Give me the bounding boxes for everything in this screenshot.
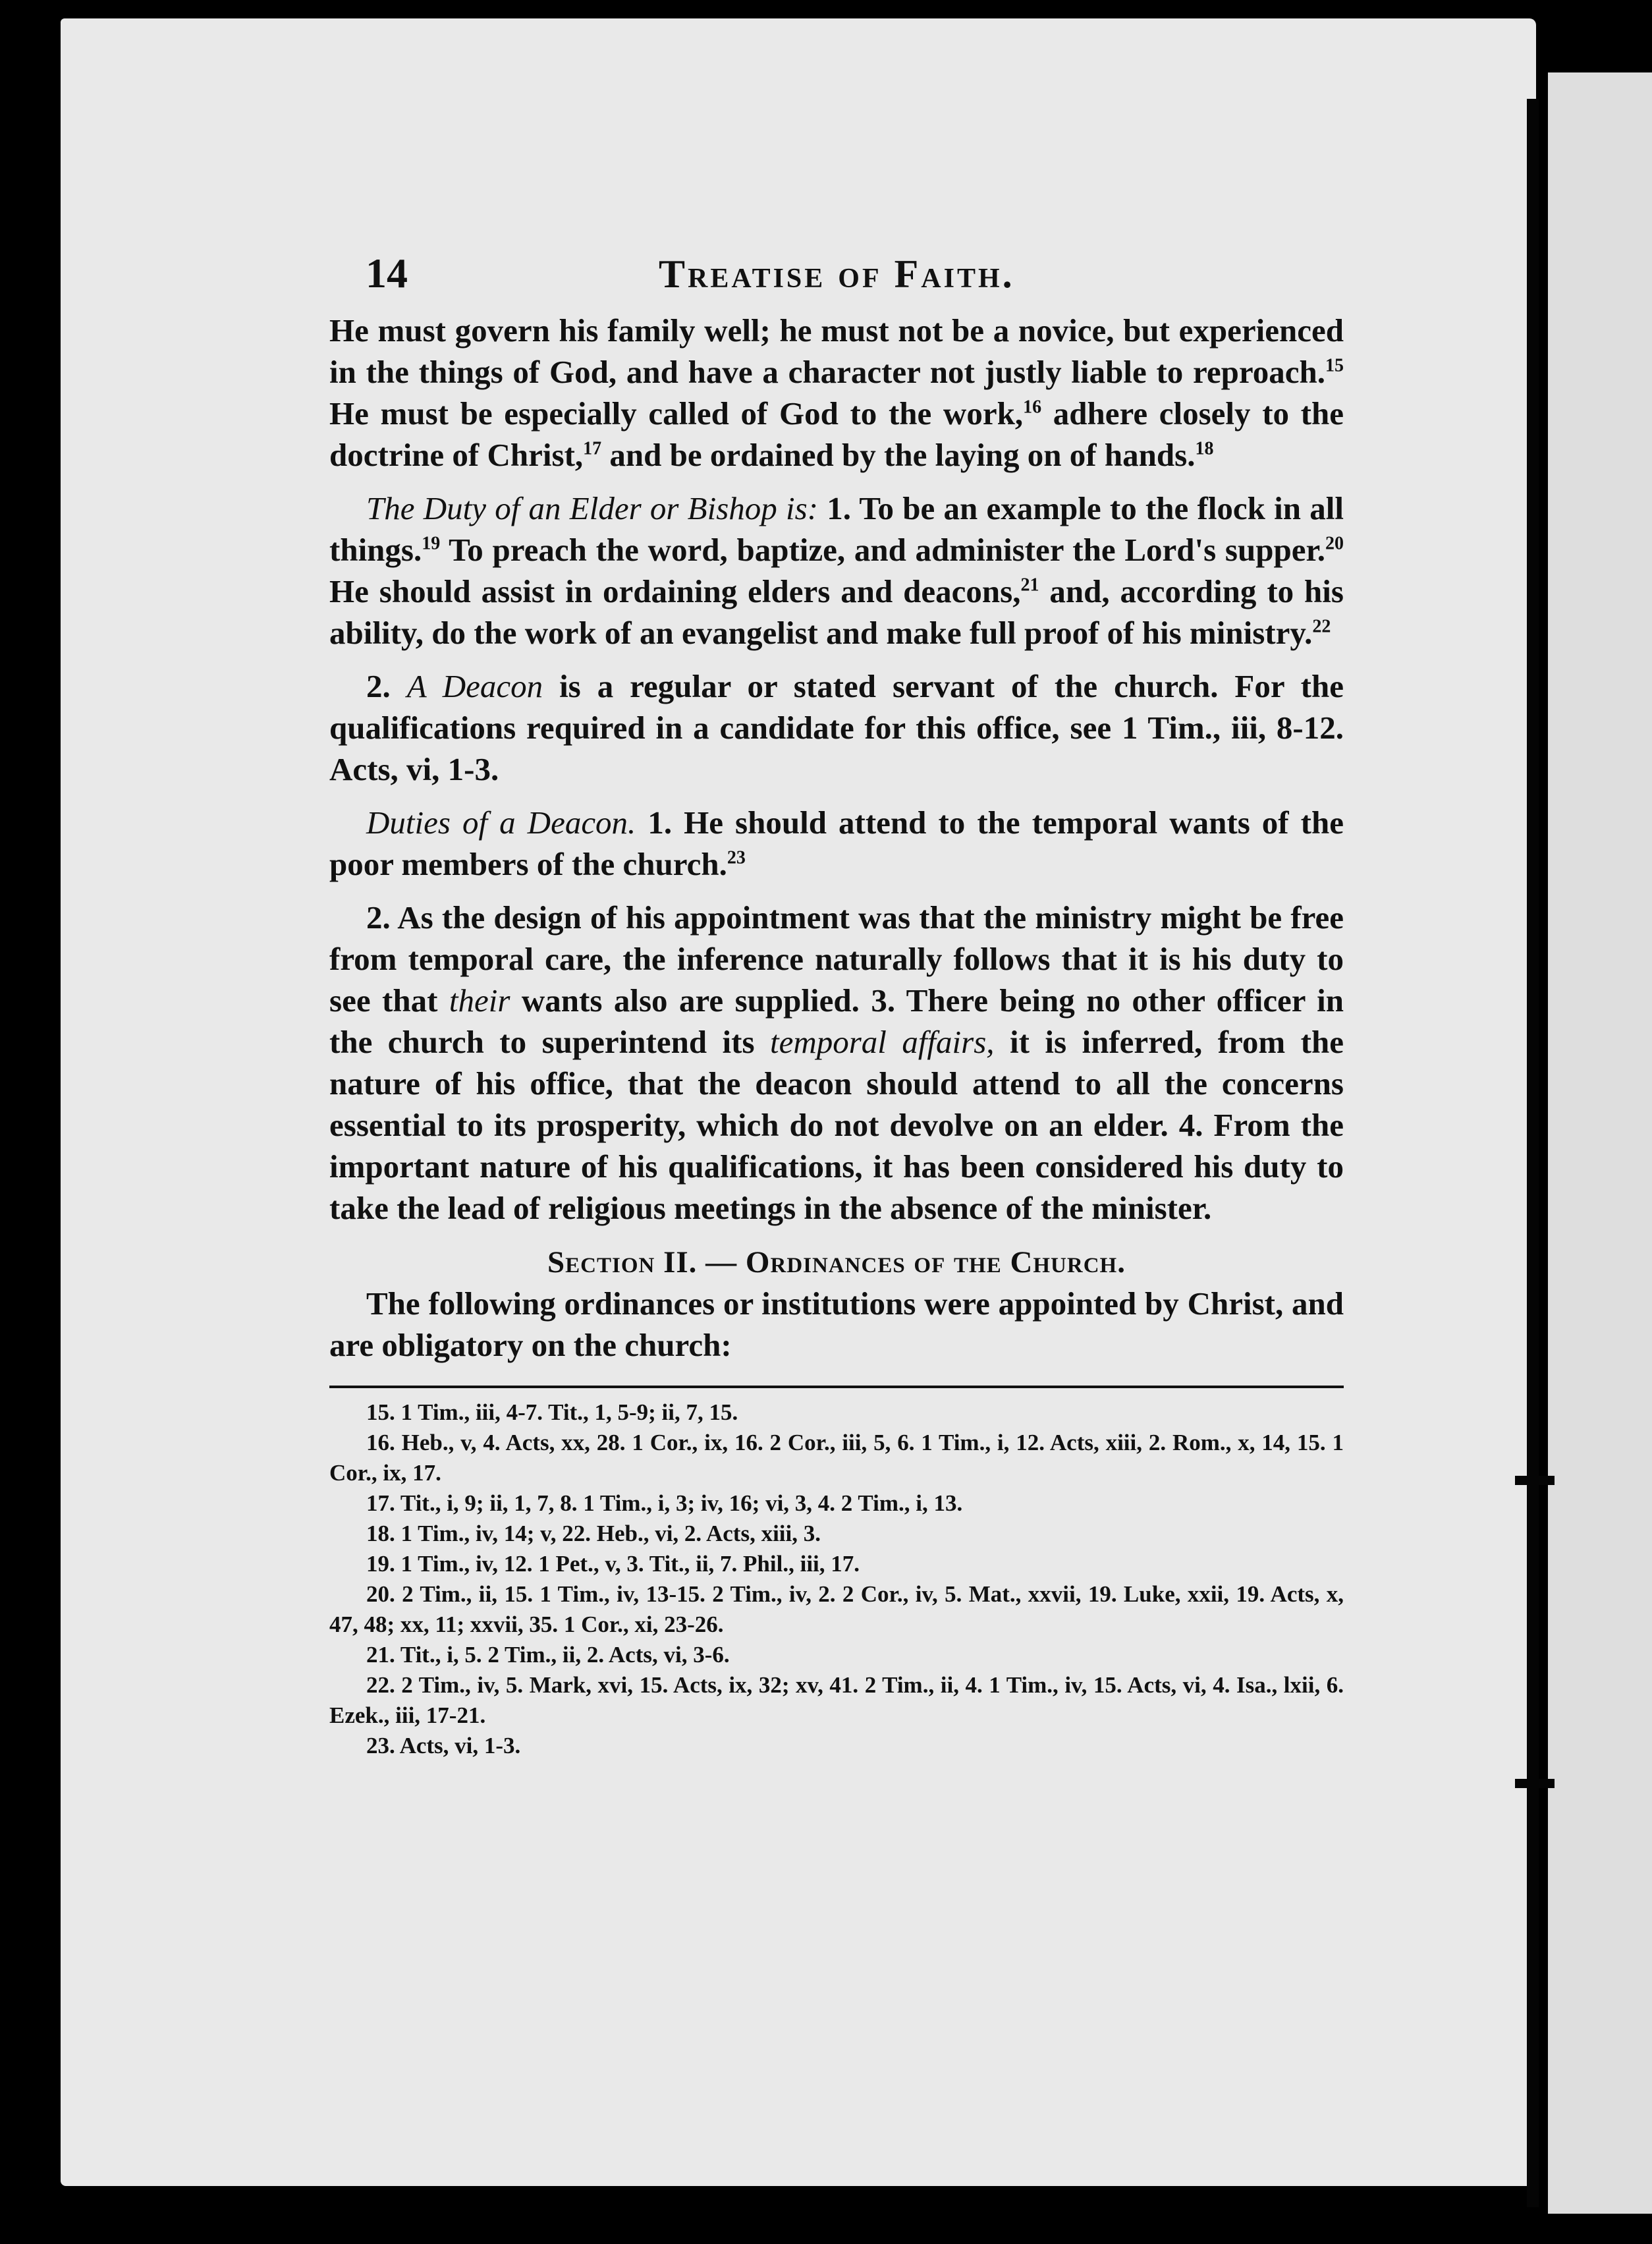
footnote: 22. 2 Tim., iv, 5. Mark, xvi, 15. Acts, ix, 32; xv, 41. 2 Tim., ii, 4. 1 Tim., iv, 15. Acts, vi, 4. Isa., lxii, 6. Ezek., iii, 17-21. (329, 1672, 1344, 1728)
text-run: 2. As the design of his appointment was that the ministry might be free from temporal care, the inference naturally follows that it is his duty to see that (329, 899, 1344, 1019)
footnote: 15. 1 Tim., iii, 4-7. Tit., 1, 5-9; ii, 7, 15. (366, 1399, 738, 1425)
footnote: 21. Tit., i, 5. 2 Tim., ii, 2. Acts, vi, 3-6. (366, 1642, 730, 1668)
body-text (329, 310, 1344, 1366)
running-title: Treatise of Faith. (659, 252, 1015, 296)
text-run: and be ordained by the laying on of hands. (601, 437, 1196, 473)
footnote: 19. 1 Tim., iv, 12. 1 Pet., v, 3. Tit., ii, 7. Phil., iii, 17. (366, 1551, 860, 1577)
footnote: 18. 1 Tim., iv, 14; v, 22. Heb., vi, 2. Acts, xiii, 3. (366, 1521, 821, 1546)
footnote-ref: 22 (1312, 616, 1331, 637)
paragraph-ordinances-intro: The following ordinances or institutions were appointed by Christ, and are obligatory on the church: (329, 1285, 1344, 1363)
spine-mark (1515, 1476, 1555, 1485)
running-header (329, 237, 1344, 310)
paragraph-deacon (329, 665, 1344, 790)
text-run: is a regular or stated servant of the church. For the qualifications required in a candidate for this office, see 1 Tim., iii, 8-12. Acts, vi, 1-3. (329, 668, 1344, 787)
facing-page-edge (1548, 72, 1652, 2214)
book-spine (1527, 99, 1539, 2207)
text-run: 1. To be an example to the flock in all things. (329, 490, 1344, 568)
footnote-ref: 15 (1325, 355, 1344, 376)
footnote-ref: 18 (1195, 438, 1214, 459)
footnote-ref: 17 (583, 438, 602, 459)
text-run: He must be especially called of God to the work, (329, 395, 1024, 432)
footnote: 17. Tit., i, 9; ii, 1, 7, 8. 1 Tim., i, 3; iv, 16; vi, 3, 4. 2 Tim., i, 13. (366, 1490, 963, 1516)
text-run: To preach the word, baptize, and administer the Lord's supper. (440, 532, 1325, 568)
page-content (329, 237, 1344, 1761)
text-run: 2. (366, 668, 407, 704)
footnote-divider (329, 1386, 1344, 1388)
footnote-ref: 19 (422, 533, 441, 554)
paragraph-deacon-duties (329, 802, 1344, 885)
italic-heading: The Duty of an Elder or Bishop is: (366, 490, 819, 526)
text-run: it is inferred, from the nature of his office, that the deacon should attend to all the concerns essential to its prosperity, which do not devolve on an elder. 4. From the important nature of his qualifications, it has been considered his duty to take the lead of religious meetings in the absence of the minister. (329, 1024, 1344, 1226)
spine-mark (1515, 1779, 1555, 1788)
paragraph-elder-duty (329, 488, 1344, 654)
paragraph-elder-qualifications (329, 310, 1344, 476)
footnote-ref: 23 (727, 847, 746, 868)
text-run: and, according to his ability, do the work of an evangelist and make full proof of his ministry. (329, 573, 1344, 651)
section-heading: Section II. — Ordinances of the Church. (547, 1245, 1126, 1279)
italic-term: A Deacon (406, 668, 543, 704)
italic-term: their (449, 982, 510, 1019)
footnote-ref: 20 (1325, 533, 1344, 554)
text-run: 1. He should attend to the temporal wants of the poor members of the church. (329, 804, 1344, 882)
footnote: 20. 2 Tim., ii, 15. 1 Tim., iv, 13-15. 2 Tim., iv, 2. 2 Cor., iv, 5. Mat., xxvii, 19. Luke, xxii, 19. Acts, x, 47, 48; xx, 11; xxvii, 35. 1 Cor., xi, 23-26. (329, 1581, 1344, 1637)
footnotes (329, 1397, 1344, 1761)
footnote-ref: 21 (1020, 575, 1039, 596)
italic-term: temporal affairs, (769, 1024, 995, 1060)
italic-heading: Duties of a Deacon. (366, 804, 636, 841)
text-run: He must govern his family well; he must not be a novice, but experienced in the things of God, and have a character not justly liable to reproach. (329, 312, 1344, 390)
footnote: 16. Heb., v, 4. Acts, xx, 28. 1 Cor., ix, 16. 2 Cor., iii, 5, 6. 1 Tim., i, 12. Acts, xiii, 2. Rom., x, 14, 15. 1 Cor., ix, 17. (329, 1430, 1344, 1486)
paragraph-deacon-duties-continued (329, 897, 1344, 1229)
text-run: He should assist in ordaining elders and deacons, (329, 573, 1021, 609)
footnote: 23. Acts, vi, 1-3. (366, 1733, 521, 1758)
footnote-ref: 16 (1023, 397, 1042, 418)
text-run: adhere closely to the doctrine of Christ, (329, 395, 1344, 473)
page-number: 14 (366, 250, 408, 296)
text-run: wants also are supplied. 3. There being no other officer in the church to superintend its (329, 982, 1344, 1060)
